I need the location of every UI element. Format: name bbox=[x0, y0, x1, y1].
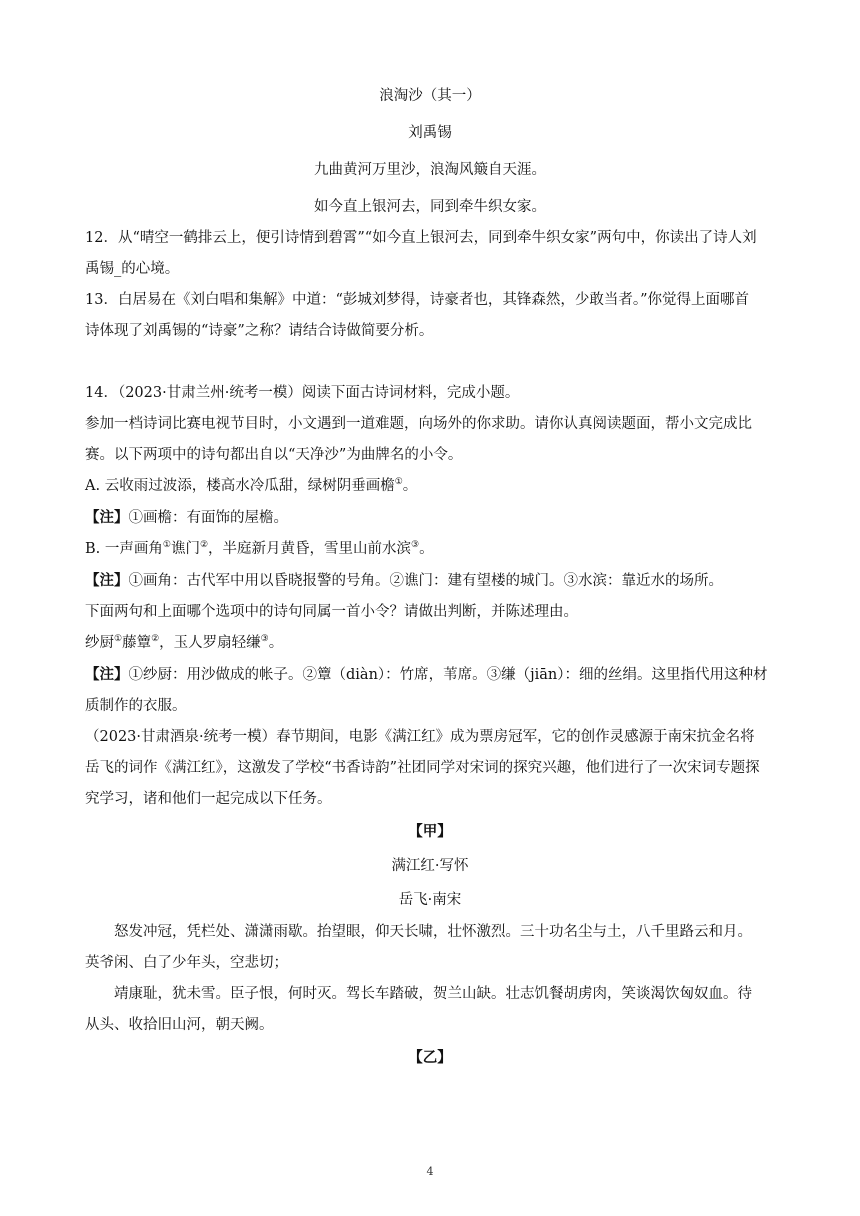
jia-label: 【甲】 bbox=[408, 823, 452, 840]
poem-line-1: 九曲黄河万里沙，浪淘风簸自天涯。 bbox=[314, 162, 546, 178]
document-content bbox=[85, 86, 775, 1075]
note-a-label: 【注】 bbox=[85, 509, 129, 526]
option-b-part-2: 谯门 bbox=[170, 541, 200, 557]
question-12-line-1: 12．从“晴空一鹤排云上，便引诗情到碧霄”“如今直上银河去，同到牵牛织女家”两句中，你读出了诗人刘 bbox=[85, 230, 757, 246]
verse-end: 。 bbox=[268, 635, 284, 651]
note-c-line-2: 质制作的衣服。 bbox=[85, 698, 187, 714]
option-b-part-3: ，半庭新月黄昏，雪里山前水滨 bbox=[208, 541, 412, 557]
verse-part-1: 纱厨 bbox=[85, 635, 114, 651]
option-a-footnote-mark: ① bbox=[394, 477, 403, 488]
note-b bbox=[85, 565, 775, 597]
option-a-text: A. 云收雨过波添，楼高水冷瓜甜，绿树阴垂画檐 bbox=[85, 478, 395, 494]
question-14-prompt: 下面两句和上面哪个选项中的诗句同属一首小令？请做出判断，并陈述理由。 bbox=[85, 604, 578, 620]
stanza-2-line-2: 从头、收拾旧山河，朝天阙。 bbox=[85, 1017, 274, 1033]
option-b bbox=[85, 534, 775, 565]
section-2-intro-2: 岳飞的词作《满江红》，这激发了学校“书香诗韵”社团同学对宋词的探究兴趣，他们进行了一次宋词专题探 bbox=[85, 760, 760, 776]
question-13-line-1: 13．白居易在《刘白唱和集解》中道：“彭城刘梦得，诗豪者也，其锋森然，少敢当者。”你觉得上面哪首 bbox=[85, 292, 750, 308]
option-b-footnote-mark-1: ① bbox=[162, 540, 171, 551]
poem-line-2: 如今直上银河去，同到牵牛织女家。 bbox=[314, 199, 546, 215]
page-number: 4 bbox=[426, 1165, 434, 1178]
question-14-intro-1: 参加一档诗词比赛电视节目时，小文遇到一道难题，向场外的你求助。请你认真阅读题面，帮小文完成比 bbox=[85, 416, 752, 432]
section-2-intro-1: （2023·甘肃酒泉·统考一模）春节期间，电影《满江红》成为票房冠军，它的创作灵感源于南宋抗金名将 bbox=[85, 729, 755, 745]
option-a bbox=[85, 471, 775, 502]
stanza-1-line-2: 英爷闲、白了少年头，空悲切； bbox=[85, 955, 288, 971]
poem-title: 浪淘沙（其一） bbox=[379, 88, 481, 104]
stanza-1-line-1: 怒发冲冠，凭栏处、潇潇雨歇。抬望眼，仰天长啸，壮怀激烈。三十功名尘与土，八千里路云和月。 bbox=[114, 924, 752, 940]
option-b-part-1: B. 一声画角 bbox=[85, 541, 163, 557]
option-b-footnote-mark-2: ② bbox=[199, 540, 209, 551]
stanza-2-line-1: 靖康耻，犹未雪。臣子恨，何时灭。驾长车踏破，贺兰山缺。壮志饥餐胡虏肉，笑谈渴饮匈奴血。待 bbox=[114, 986, 752, 1002]
verse-footnote-mark-2: ② bbox=[151, 634, 160, 645]
option-a-end: 。 bbox=[402, 478, 418, 494]
question-14-header: 14．（2023·甘肃兰州·统考一模）阅读下面古诗词材料，完成小题。 bbox=[85, 385, 520, 401]
section-2-intro-3: 究学习，诸和他们一起完成以下任务。 bbox=[85, 791, 332, 807]
question-14-intro-2: 赛。以下两项中的诗句都出自以“天净沙”为曲牌名的小令。 bbox=[85, 447, 463, 463]
poem-2-title: 满江红·写怀 bbox=[391, 858, 469, 874]
note-b-text: ①画角：古代军中用以昏晓报警的号角。②谯门：建有望楼的城门。③水滨：靠近水的场所。 bbox=[128, 573, 723, 589]
verse-footnote-mark-3: ③ bbox=[260, 634, 269, 645]
note-a bbox=[85, 502, 775, 534]
question-12-line-2: 禹锡_的心境。 bbox=[85, 261, 180, 277]
note-c-label: 【注】 bbox=[85, 666, 129, 683]
yi-label: 【乙】 bbox=[408, 1049, 452, 1066]
note-c-text-1: ①纱厨：用沙做成的帐子。②簟（diàn）：竹席，苇席。③缣（jiān）：细的丝绢。这里指代用这种材 bbox=[128, 667, 768, 683]
note-a-text: ①画檐：有面饰的屋檐。 bbox=[128, 510, 288, 526]
spacer bbox=[85, 347, 775, 378]
poem-author: 刘禹锡 bbox=[408, 125, 452, 141]
verse-part-2: 藤簟 bbox=[122, 635, 152, 651]
verse-footnote-mark-1: ① bbox=[114, 634, 123, 645]
verse-part-3: ，玉人罗扇轻缣 bbox=[159, 635, 261, 651]
note-c-line-1 bbox=[85, 659, 775, 691]
question-13-line-2: 诗体现了刘禹锡的“诗豪”之称？请结合诗做简要分析。 bbox=[85, 323, 434, 339]
option-b-end: 。 bbox=[419, 541, 434, 557]
poem-2-author: 岳飞·南宋 bbox=[398, 892, 462, 908]
option-b-footnote-mark-3: ③ bbox=[411, 540, 420, 551]
note-b-label: 【注】 bbox=[85, 572, 129, 589]
verse-fragment bbox=[85, 628, 775, 659]
